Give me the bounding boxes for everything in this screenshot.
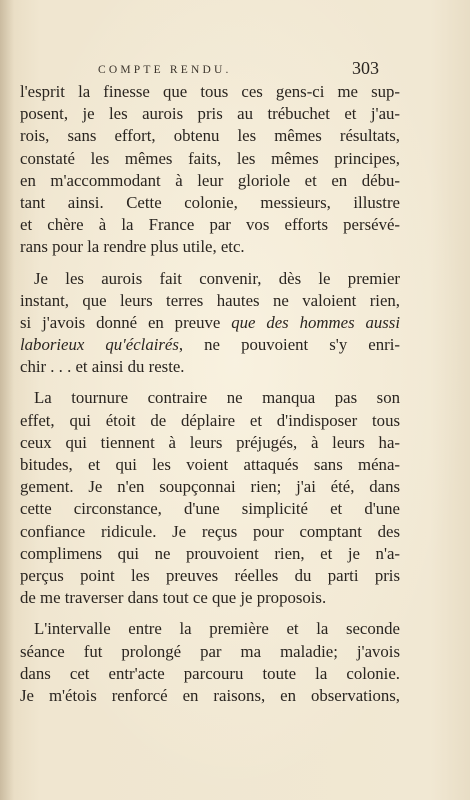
text-line: perçus point les preuves réelles du parti pris	[20, 565, 400, 585]
text-line: chir . . . et ainsi du reste.	[20, 357, 185, 377]
page-number: 303	[352, 58, 379, 78]
text-line: La tournure contraire ne manqua pas son	[34, 388, 400, 408]
text-line-with-italic	[20, 334, 400, 356]
paragraph-gap	[20, 609, 400, 618]
text-line: cette circonstance, d'une simplicité et d'une	[20, 499, 400, 519]
text-line: posent, je les aurois pris au trébuchet et j'au-	[20, 104, 400, 124]
text-line: et chère à la France par vos efforts persévé-	[20, 215, 400, 235]
text-line: Je m'étois renforcé en raisons, en observations,	[20, 685, 400, 705]
paragraph-gap	[20, 259, 400, 268]
text-line: dans cet entr'acte parcouru toute la colonie.	[20, 663, 400, 683]
text-line: ceux qui tiennent à leurs préjugés, à leurs ha-	[20, 432, 400, 452]
text-line: en m'accommodant à leur gloriole et en débu-	[20, 170, 400, 190]
text-line: confiance ridicule. Je reçus pour comptant des	[20, 521, 400, 541]
text-line: L'intervalle entre la première et la seconde	[34, 619, 400, 639]
text-line: l'esprit la finesse que tous ces gens-ci me sup-	[20, 82, 400, 101]
running-head: COMPTE RENDU.	[98, 64, 232, 76]
text-line: tant ainsi. Cette colonie, messieurs, illustre	[20, 192, 400, 212]
italic-phrase: que des hommes aussi	[231, 312, 400, 332]
text-run: , ne pouvoient s'y enri-	[178, 335, 400, 355]
text-line: instant, que leurs terres hautes ne valoient rien,	[20, 290, 400, 310]
text-run: si j'avois donné en preuve	[20, 312, 232, 332]
text-line: complimens qui ne prouvoient rien, et je n'a-	[20, 543, 400, 563]
text-line: rans pour la rendre plus utile, etc.	[20, 237, 245, 257]
text-line: de me traverser dans tout ce que je proposois.	[20, 588, 327, 608]
page-header	[0, 58, 470, 82]
page-gutter-shadow	[0, 0, 14, 800]
text-line: Je les aurois fait convenir, dès le premier	[34, 268, 400, 288]
text-line: bitudes, et qui les voient attaqués sans ména-	[20, 455, 400, 474]
text-line: rois, sans effort, obtenu les mêmes résultats,	[20, 126, 400, 146]
text-line: effet, qui étoit de déplaire et d'indisposer tous	[20, 410, 400, 430]
text-line: constaté les mêmes faits, les mêmes principes,	[20, 148, 400, 168]
text-line: gement. Je n'en soupçonnai rien; j'ai été, dans	[20, 477, 400, 497]
text-line-with-italic	[20, 312, 400, 334]
body-text	[20, 81, 400, 707]
text-line: séance fut prolongé par ma maladie; j'avois	[20, 641, 400, 661]
paragraph-gap	[20, 378, 400, 387]
italic-phrase: laborieux qu'éclairés	[20, 335, 179, 355]
